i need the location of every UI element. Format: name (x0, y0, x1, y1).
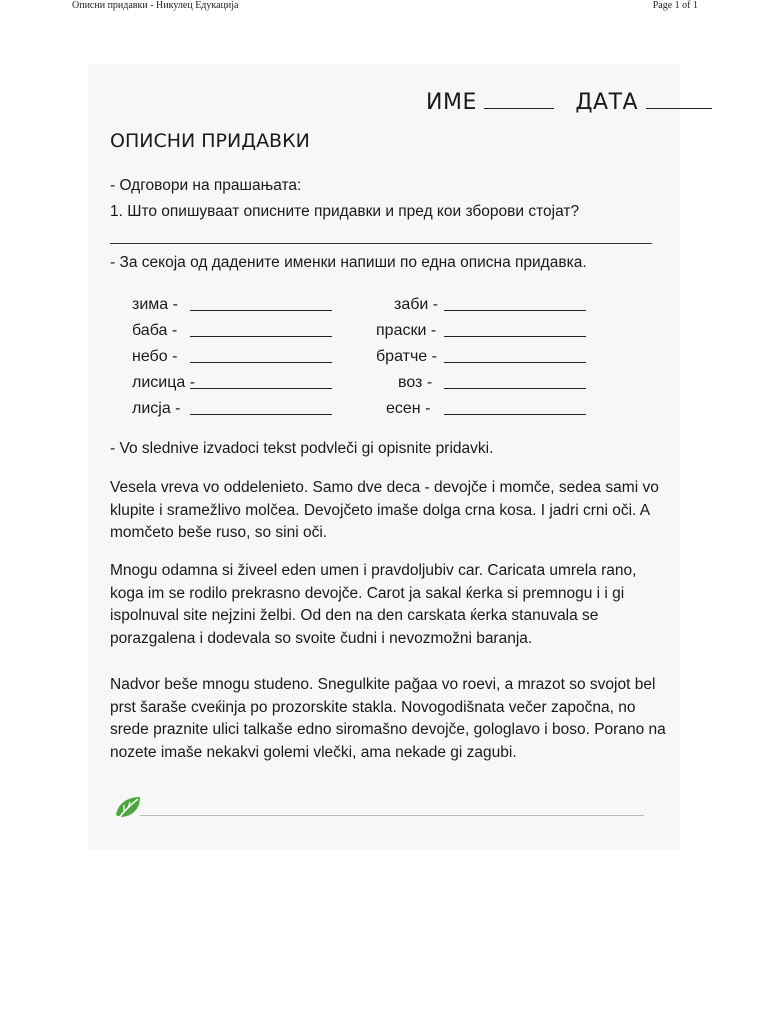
footer-divider (140, 815, 644, 816)
noun-label: лисица - (132, 374, 196, 391)
answer-line[interactable] (110, 243, 652, 244)
noun-answer-blank[interactable] (190, 414, 332, 415)
noun-answer-blank[interactable] (190, 336, 332, 337)
text-excerpt-3: Nadvor beše mnogu studeno. Snegulkite pağaa vo roevi, a mrazot so svojot bel prst šaraše cveќinja po prozorskite stakla. Novogodišnata večer započna, no srede praznite ulici talkaše edno siromašno devojče, gologlavo i boso. Porano na nozete imaše nekakvi golemi vlečki, ama nekade gi zagubi. (110, 676, 666, 761)
noun-label: лисја - (132, 400, 181, 417)
noun-label: небо - (132, 348, 178, 365)
noun-label: есен - (386, 400, 431, 417)
worksheet-page (88, 64, 680, 850)
noun-label: праски - (376, 322, 437, 339)
date-blank[interactable] (646, 107, 712, 109)
question-1: 1. Што опишуваат описните придавки и пред кои зборови стојат? (110, 203, 580, 220)
page-indicator: Page 1 of 1 (652, 0, 698, 11)
instruction-nouns: - За секоја од дадените именки напиши по една описна придавка. (110, 254, 587, 271)
name-label: ИМЕ (426, 90, 477, 115)
leaf-icon (112, 793, 144, 823)
noun-label: воз - (398, 374, 433, 391)
text-excerpt-2: Mnogu odamna si živeel eden umen i pravdoljubiv car. Caricata umrela rano, koga im se rodilo prekrasno devojče. Carot ja sakal ќerka si premnogu i i gi ispolnuval site nejzini želbi. Od den na den carskata ќerka stanuvala se porazgalena i dodevala so svoite čudni i nevozmožni baranja. (110, 562, 637, 647)
noun-answer-blank[interactable] (444, 336, 586, 337)
instruction-answer: - Одговори на прашањата: (110, 177, 302, 194)
date-label: ДАТА (575, 90, 639, 115)
document-title: Описни придавки - Никулец Едукација (72, 0, 239, 11)
noun-answer-blank[interactable] (444, 414, 586, 415)
text-excerpt-1: Vesela vreva vo oddelenieto. Samo dve deca - devojče i momče, sedea sami vo klupite i sramežlivo molčea. Devojčeto imaše dolga crna kosa. I jadri crni oči. A momčeto beše ruso, so sini oči. (110, 479, 659, 541)
noun-answer-blank[interactable] (444, 388, 586, 389)
noun-answer-blank[interactable] (190, 362, 332, 363)
noun-label: братче - (376, 348, 437, 365)
noun-label: заби - (394, 296, 439, 313)
noun-label: зима - (132, 296, 178, 313)
noun-answer-blank[interactable] (190, 388, 332, 389)
noun-answer-blank[interactable] (444, 362, 586, 363)
print-header (0, 0, 768, 14)
noun-label: баба - (132, 322, 178, 339)
noun-answer-blank[interactable] (444, 310, 586, 311)
noun-answer-blank[interactable] (190, 310, 332, 311)
worksheet-title: ОПИСНИ ПРИДАВКИ (110, 130, 310, 152)
instruction-underline: - Vo slednive izvadoci tekst podvleči gi opisnite pridavki. (110, 440, 494, 457)
name-blank[interactable] (484, 107, 554, 109)
name-date-header (426, 90, 712, 115)
